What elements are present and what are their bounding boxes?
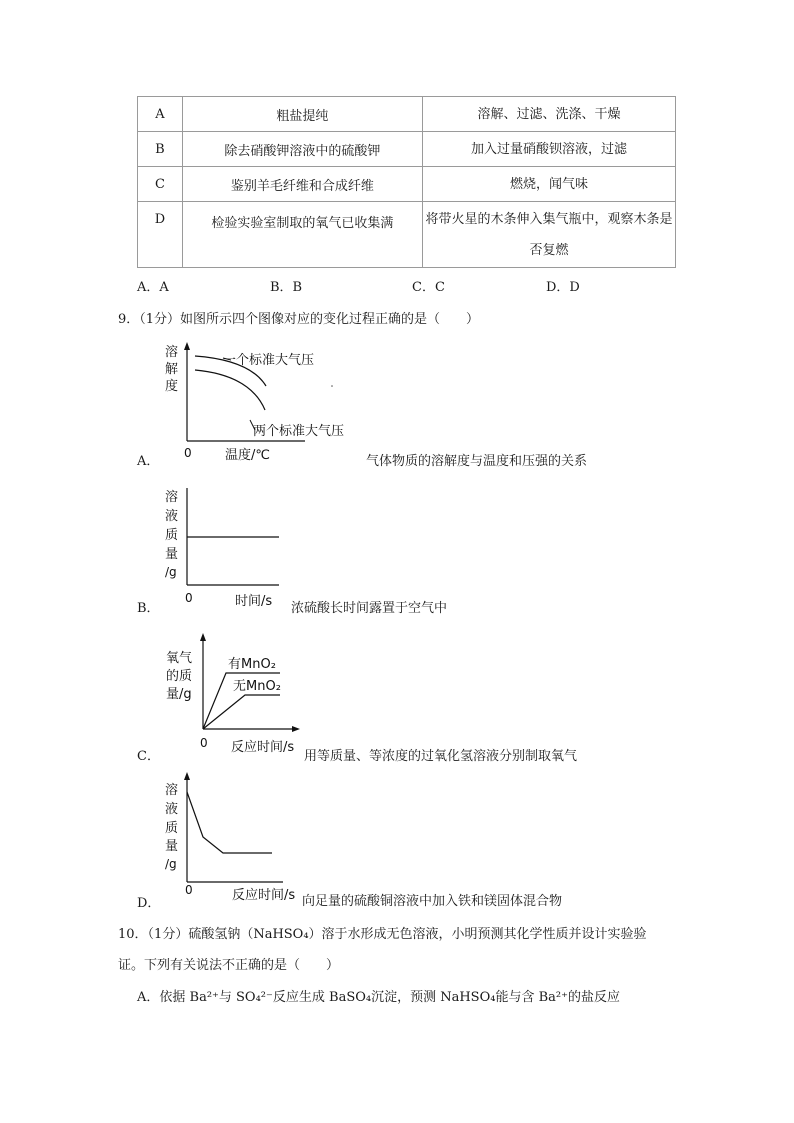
table-cell-purpose: 除去硝酸钾溶液中的硫酸钾	[182, 132, 422, 167]
table-cell-purpose: 粗盐提纯	[182, 97, 422, 132]
origin-label: 0	[184, 446, 192, 460]
table-cell-method: 燃烧，闻气味	[422, 167, 675, 202]
question-10-stem-line1: 10．（1分）硫酸氢钠（NaHSO₄）溶于水形成无色溶液，小明预测其化学性质并设计实验验	[118, 927, 647, 942]
x-axis-label: 反应时间/s	[232, 888, 296, 903]
y-label-char: 溶	[165, 345, 179, 360]
y-label-char: 液	[165, 509, 179, 524]
table-cell-method: 将带火星的木条伸入集气瓶中，观察木条是否复燃	[422, 202, 675, 268]
y-label-char: /g	[165, 857, 177, 871]
question-9-stem: 9．（1分）如图所示四个图像对应的变化过程正确的是（ ）	[118, 312, 480, 327]
graph-copper-sulfate	[155, 770, 305, 905]
y-axis-arrow	[200, 633, 206, 641]
option-b[interactable]: B．B	[270, 280, 303, 295]
table-cell-method: 溶解、过滤、洗涤、干燥	[422, 97, 675, 132]
y-label-line: 氧气	[166, 651, 193, 666]
x-axis-arrow	[292, 726, 300, 732]
option-c[interactable]: C．C	[412, 280, 445, 295]
x-axis-label: 时间/s	[235, 594, 273, 609]
y-label-char: /g	[165, 565, 177, 579]
option-a-letter[interactable]: A．	[137, 454, 160, 469]
origin-label: 0	[185, 591, 193, 605]
table-cell-option: A	[138, 97, 183, 132]
option-a-description: 气体物质的溶解度与温度和压强的关系	[366, 454, 588, 469]
curve-one-atm	[195, 370, 265, 410]
table-cell-purpose: 鉴别羊毛纤维和合成纤维	[182, 167, 422, 202]
table-row	[138, 202, 676, 268]
curve-label-two-atm: 两个标准大气压	[253, 424, 345, 439]
option-b-letter[interactable]: B．	[137, 601, 160, 616]
x-axis-label: 反应时间/s	[231, 740, 295, 755]
y-label-char: 解	[165, 362, 179, 377]
y-label-char: 量	[165, 839, 179, 854]
x-axis-label: 温度/℃	[225, 448, 270, 463]
option-d-letter[interactable]: D．	[137, 896, 161, 911]
y-label-line: 量/g	[166, 687, 192, 702]
table-row	[138, 167, 676, 202]
y-label-char: 溶	[165, 490, 179, 505]
data-line	[187, 792, 272, 853]
option-c-letter[interactable]: C．	[137, 749, 160, 764]
table-cell-option: C	[138, 167, 183, 202]
question-10-option-a[interactable]: A．依据 Ba²⁺与 SO₄²⁻反应生成 BaSO₄沉淀，预测 NaHSO₄能与含 Ba²⁺的盐反应	[137, 990, 620, 1005]
y-label-char: 溶	[165, 783, 179, 798]
table-cell-option: B	[138, 132, 183, 167]
y-label-char: 质	[165, 821, 179, 836]
option-b-description: 浓硫酸长时间露置于空气中	[291, 601, 448, 616]
table-cell-method: 加入过量硝酸钡溶液，过滤	[422, 132, 675, 167]
origin-label: 0	[185, 883, 193, 897]
option-c-description: 用等质量、等浓度的过氧化氢溶液分别制取氧气	[304, 749, 578, 764]
q8-table	[137, 96, 676, 268]
option-a[interactable]: A．A	[137, 280, 169, 295]
y-label-char: 质	[165, 528, 179, 543]
y-label-char: 度	[165, 379, 179, 394]
question-10-stem-line2: 证。下列有关说法不正确的是（ ）	[118, 958, 340, 973]
graph-oxygen	[160, 630, 310, 758]
y-axis-arrow	[184, 342, 190, 350]
table-cell-purpose: 检验实验室制取的氧气已收集满	[182, 202, 422, 268]
table-cell-option: D	[138, 202, 183, 268]
curve-label-with-catalyst: 有MnO₂	[228, 657, 276, 672]
y-label-line: 的质	[166, 669, 193, 684]
graph-sulfuric-acid	[155, 484, 295, 612]
y-axis-arrow	[184, 772, 190, 780]
table-row	[138, 132, 676, 167]
y-label-char: 量	[165, 547, 179, 562]
origin-label: 0	[200, 736, 208, 750]
curve-label-without-catalyst: 无MnO₂	[233, 679, 281, 694]
table-row	[138, 97, 676, 132]
graph-solubility	[155, 340, 375, 465]
y-label-char: 液	[165, 802, 179, 817]
option-d-description: 向足量的硫酸铜溶液中加入铁和镁固体混合物	[302, 894, 563, 909]
curve-label-one-atm: 一个标准大气压	[223, 353, 315, 368]
option-d[interactable]: D．D	[546, 280, 580, 295]
